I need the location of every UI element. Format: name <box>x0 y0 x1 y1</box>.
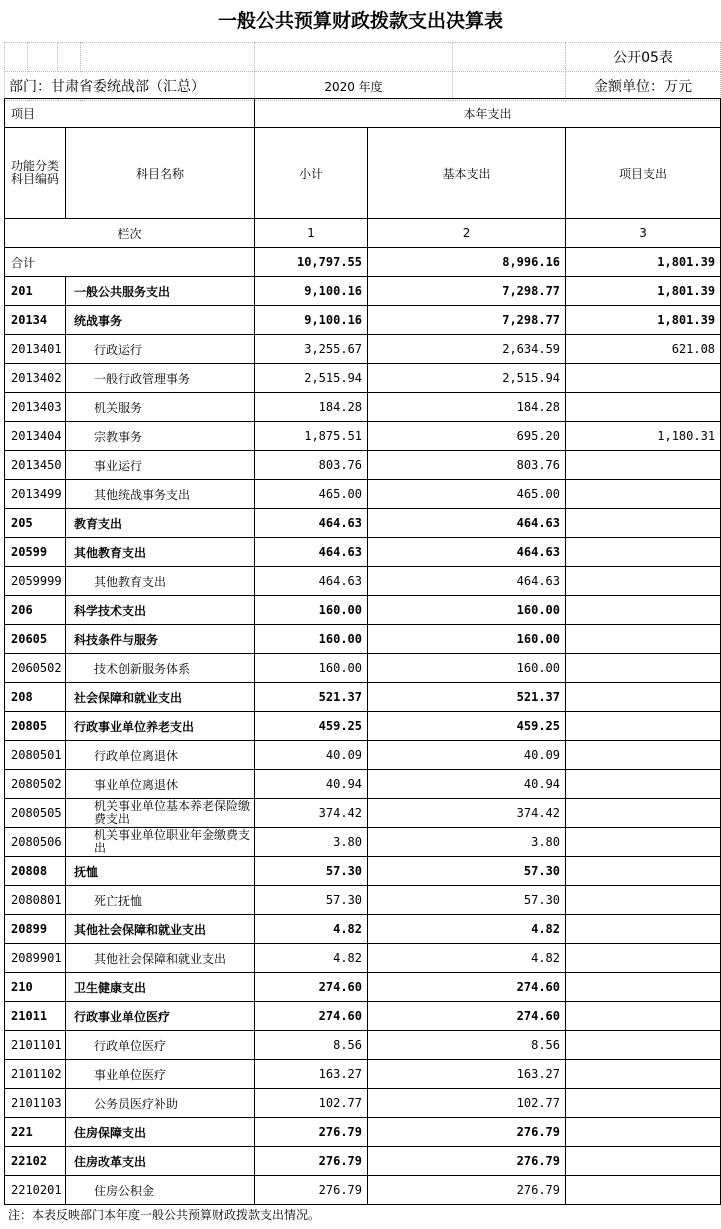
table-row <box>5 1031 721 1060</box>
row-code[interactable]: 2013404 <box>5 422 66 451</box>
row-subtotal[interactable]: 184.28 <box>255 393 368 422</box>
row-subject-name[interactable]: 一般公共服务支出 <box>66 277 255 306</box>
row-project[interactable]: 621.08 <box>566 335 721 364</box>
row-subtotal[interactable]: 276.79 <box>255 1118 368 1147</box>
row-project[interactable] <box>566 625 721 654</box>
row-basic[interactable]: 274.60 <box>368 1002 566 1031</box>
row-subject-name[interactable]: 卫生健康支出 <box>66 973 255 1002</box>
meta-row-2 <box>5 72 721 101</box>
row-subtotal[interactable]: 4.82 <box>255 915 368 944</box>
table-row <box>5 335 721 364</box>
row-project[interactable] <box>566 1176 721 1205</box>
row-basic[interactable]: 40.09 <box>368 741 566 770</box>
row-basic[interactable]: 57.30 <box>368 886 566 915</box>
table-row <box>5 1002 721 1031</box>
row-subject-name[interactable]: 行政单位医疗 <box>66 1031 255 1060</box>
table-id[interactable]: 公开05表 <box>566 43 721 72</box>
row-subject-name[interactable]: 机关事业单位基本养老保险缴费支出 <box>66 799 255 828</box>
table-row <box>5 712 721 741</box>
row-code[interactable]: 205 <box>5 509 66 538</box>
table-row <box>5 944 721 973</box>
row-code[interactable]: 2013450 <box>5 451 66 480</box>
row-subtotal[interactable]: 102.77 <box>255 1089 368 1118</box>
row-subject-name[interactable]: 科技条件与服务 <box>66 625 255 654</box>
table-row <box>5 799 721 828</box>
total-project[interactable]: 1,801.39 <box>566 248 721 277</box>
row-project[interactable] <box>566 712 721 741</box>
row-subject-name[interactable]: 公务员医疗补助 <box>66 1089 255 1118</box>
row-code[interactable]: 20899 <box>5 915 66 944</box>
header-item[interactable]: 项目 <box>5 99 255 128</box>
row-code[interactable]: 2080506 <box>5 828 66 857</box>
row-subject-name[interactable]: 统战事务 <box>66 306 255 335</box>
row-basic[interactable]: 163.27 <box>368 1060 566 1089</box>
row-code[interactable]: 2101102 <box>5 1060 66 1089</box>
header-row-2 <box>5 128 721 219</box>
row-project[interactable] <box>566 1060 721 1089</box>
header-project[interactable]: 项目支出 <box>566 128 721 219</box>
row-code[interactable]: 208 <box>5 683 66 712</box>
header-current-year[interactable]: 本年支出 <box>255 99 721 128</box>
row-project[interactable] <box>566 451 721 480</box>
row-subtotal[interactable]: 8.56 <box>255 1031 368 1060</box>
table-row <box>5 886 721 915</box>
row-basic[interactable]: 695.20 <box>368 422 566 451</box>
row-subject-name[interactable]: 技术创新服务体系 <box>66 654 255 683</box>
table-row <box>5 364 721 393</box>
col-label[interactable]: 栏次 <box>5 219 255 248</box>
table-row <box>5 1118 721 1147</box>
col-index-1[interactable]: 1 <box>255 219 368 248</box>
row-subtotal[interactable]: 803.76 <box>255 451 368 480</box>
row-subject-name[interactable]: 一般行政管理事务 <box>66 364 255 393</box>
table-row <box>5 596 721 625</box>
row-subtotal[interactable]: 374.42 <box>255 799 368 828</box>
table-row <box>5 973 721 1002</box>
total-row <box>5 248 721 277</box>
table-row <box>5 567 721 596</box>
row-subject-name[interactable]: 行政事业单位养老支出 <box>66 712 255 741</box>
row-code[interactable]: 2013403 <box>5 393 66 422</box>
row-subtotal[interactable]: 274.60 <box>255 973 368 1002</box>
row-subtotal[interactable]: 9,100.16 <box>255 277 368 306</box>
row-code[interactable]: 20808 <box>5 857 66 886</box>
table-row <box>5 538 721 567</box>
row-project[interactable] <box>566 886 721 915</box>
row-project[interactable] <box>566 915 721 944</box>
column-index-row <box>5 219 721 248</box>
row-project[interactable] <box>566 654 721 683</box>
row-code[interactable]: 2101103 <box>5 1089 66 1118</box>
row-basic[interactable]: 2,634.59 <box>368 335 566 364</box>
table-row <box>5 422 721 451</box>
row-code[interactable]: 2080801 <box>5 886 66 915</box>
row-project[interactable] <box>566 1147 721 1176</box>
row-code[interactable]: 2080505 <box>5 799 66 828</box>
row-subject-name[interactable]: 其他社会保障和就业支出 <box>66 944 255 973</box>
row-basic[interactable]: 276.79 <box>368 1118 566 1147</box>
header-subject-name[interactable]: 科目名称 <box>66 128 255 219</box>
row-project[interactable] <box>566 1002 721 1031</box>
row-subtotal[interactable]: 163.27 <box>255 1060 368 1089</box>
table-row <box>5 1176 721 1205</box>
row-subject-name[interactable]: 住房公积金 <box>66 1176 255 1205</box>
row-basic[interactable]: 2,515.94 <box>368 364 566 393</box>
row-basic[interactable]: 7,298.77 <box>368 277 566 306</box>
row-project[interactable] <box>566 364 721 393</box>
row-code[interactable]: 206 <box>5 596 66 625</box>
row-subject-name[interactable]: 死亡抚恤 <box>66 886 255 915</box>
row-subtotal[interactable]: 464.63 <box>255 538 368 567</box>
row-basic[interactable]: 465.00 <box>368 480 566 509</box>
row-subject-name[interactable]: 其他社会保障和就业支出 <box>66 915 255 944</box>
row-subtotal[interactable]: 276.79 <box>255 1176 368 1205</box>
row-code[interactable]: 2089901 <box>5 944 66 973</box>
table-row <box>5 306 721 335</box>
table-row <box>5 828 721 857</box>
total-label[interactable]: 合计 <box>5 248 255 277</box>
row-subtotal[interactable]: 276.79 <box>255 1147 368 1176</box>
row-basic[interactable]: 160.00 <box>368 625 566 654</box>
row-subject-name[interactable]: 抚恤 <box>66 857 255 886</box>
row-subject-name[interactable]: 其他教育支出 <box>66 567 255 596</box>
row-project[interactable] <box>566 480 721 509</box>
row-basic[interactable]: 8.56 <box>368 1031 566 1060</box>
row-project[interactable] <box>566 567 721 596</box>
header-row-1 <box>5 99 721 128</box>
row-subject-name[interactable]: 社会保障和就业支出 <box>66 683 255 712</box>
row-project[interactable] <box>566 944 721 973</box>
table-row <box>5 277 721 306</box>
row-project[interactable] <box>566 509 721 538</box>
department-label[interactable]: 部门：甘肃省委统战部（汇总） <box>5 72 255 101</box>
row-project[interactable] <box>566 1089 721 1118</box>
row-subtotal[interactable]: 3.80 <box>255 828 368 857</box>
table-row <box>5 625 721 654</box>
footnote: 注：本表反映部门本年度一般公共预算财政拨款支出情况。 <box>8 1208 321 1222</box>
row-basic[interactable]: 4.82 <box>368 944 566 973</box>
fiscal-year[interactable]: 2020 年度 <box>255 72 453 101</box>
row-project[interactable] <box>566 799 721 828</box>
row-subtotal[interactable]: 274.60 <box>255 1002 368 1031</box>
row-subject-name[interactable]: 其他教育支出 <box>66 538 255 567</box>
table-row <box>5 857 721 886</box>
row-code[interactable]: 2013401 <box>5 335 66 364</box>
row-code[interactable]: 2101101 <box>5 1031 66 1060</box>
row-code[interactable]: 2080502 <box>5 770 66 799</box>
row-basic[interactable]: 184.28 <box>368 393 566 422</box>
meta-table <box>4 42 721 101</box>
table-row <box>5 393 721 422</box>
row-code[interactable]: 210 <box>5 973 66 1002</box>
row-subject-name[interactable]: 行政单位离退休 <box>66 741 255 770</box>
total-subtotal[interactable]: 10,797.55 <box>255 248 368 277</box>
row-subtotal[interactable]: 2,515.94 <box>255 364 368 393</box>
row-subtotal[interactable]: 160.00 <box>255 654 368 683</box>
row-project[interactable]: 1,801.39 <box>566 306 721 335</box>
row-project[interactable] <box>566 538 721 567</box>
row-basic[interactable]: 102.77 <box>368 1089 566 1118</box>
row-subtotal[interactable]: 465.00 <box>255 480 368 509</box>
row-code[interactable]: 20599 <box>5 538 66 567</box>
row-basic[interactable]: 40.94 <box>368 770 566 799</box>
total-basic[interactable]: 8,996.16 <box>368 248 566 277</box>
row-subject-name[interactable]: 行政事业单位医疗 <box>66 1002 255 1031</box>
row-code[interactable]: 2080501 <box>5 741 66 770</box>
table-row <box>5 1089 721 1118</box>
row-subtotal[interactable]: 521.37 <box>255 683 368 712</box>
table-row <box>5 509 721 538</box>
row-code[interactable]: 201 <box>5 277 66 306</box>
row-code[interactable]: 2013499 <box>5 480 66 509</box>
row-project[interactable] <box>566 973 721 1002</box>
row-subject-name[interactable]: 住房保障支出 <box>66 1118 255 1147</box>
row-subject-name[interactable]: 事业单位离退休 <box>66 770 255 799</box>
row-subtotal[interactable]: 160.00 <box>255 596 368 625</box>
row-basic[interactable]: 4.82 <box>368 915 566 944</box>
row-basic[interactable]: 464.63 <box>368 538 566 567</box>
row-code[interactable]: 221 <box>5 1118 66 1147</box>
row-code[interactable]: 2060502 <box>5 654 66 683</box>
header-subtotal[interactable]: 小计 <box>255 128 368 219</box>
row-subtotal[interactable]: 160.00 <box>255 625 368 654</box>
row-code[interactable]: 2013402 <box>5 364 66 393</box>
row-code[interactable]: 21011 <box>5 1002 66 1031</box>
col-index-2[interactable]: 2 <box>368 219 566 248</box>
row-code[interactable]: 2059999 <box>5 567 66 596</box>
table-row <box>5 451 721 480</box>
row-subtotal[interactable]: 40.94 <box>255 770 368 799</box>
row-basic[interactable]: 160.00 <box>368 596 566 625</box>
row-project[interactable] <box>566 770 721 799</box>
row-basic[interactable]: 160.00 <box>368 654 566 683</box>
expenditure-table <box>4 98 721 1205</box>
row-basic[interactable]: 276.79 <box>368 1147 566 1176</box>
row-subject-name[interactable]: 事业运行 <box>66 451 255 480</box>
row-code[interactable]: 20805 <box>5 712 66 741</box>
row-subject-name[interactable]: 机关事业单位职业年金缴费支出 <box>66 828 255 857</box>
row-basic[interactable]: 57.30 <box>368 857 566 886</box>
col-index-3[interactable]: 3 <box>566 219 721 248</box>
row-basic[interactable]: 803.76 <box>368 451 566 480</box>
table-row <box>5 770 721 799</box>
row-subtotal[interactable]: 3,255.67 <box>255 335 368 364</box>
row-project[interactable]: 1,801.39 <box>566 277 721 306</box>
row-basic[interactable]: 374.42 <box>368 799 566 828</box>
row-subtotal[interactable]: 40.09 <box>255 741 368 770</box>
row-basic[interactable]: 3.80 <box>368 828 566 857</box>
unit-label[interactable]: 金额单位：万元 <box>566 72 721 101</box>
row-subject-name[interactable]: 科学技术支出 <box>66 596 255 625</box>
row-project[interactable]: 1,180.31 <box>566 422 721 451</box>
row-subtotal[interactable]: 1,875.51 <box>255 422 368 451</box>
row-subtotal[interactable]: 57.30 <box>255 857 368 886</box>
row-subtotal[interactable]: 9,100.16 <box>255 306 368 335</box>
row-project[interactable] <box>566 857 721 886</box>
table-row <box>5 915 721 944</box>
row-subject-name[interactable]: 事业单位医疗 <box>66 1060 255 1089</box>
row-subtotal[interactable]: 459.25 <box>255 712 368 741</box>
row-project[interactable] <box>566 828 721 857</box>
table-row <box>5 1147 721 1176</box>
row-subject-name[interactable]: 行政运行 <box>66 335 255 364</box>
header-basic[interactable]: 基本支出 <box>368 128 566 219</box>
row-basic[interactable]: 459.25 <box>368 712 566 741</box>
row-subject-name[interactable]: 住房改革支出 <box>66 1147 255 1176</box>
page-title: 一般公共预算财政拨款支出决算表 <box>217 10 503 32</box>
row-subject-name[interactable]: 教育支出 <box>66 509 255 538</box>
row-basic[interactable]: 464.63 <box>368 509 566 538</box>
table-row <box>5 1060 721 1089</box>
row-subject-name[interactable]: 宗教事务 <box>66 422 255 451</box>
row-basic[interactable]: 274.60 <box>368 973 566 1002</box>
row-project[interactable] <box>566 683 721 712</box>
row-basic[interactable]: 276.79 <box>368 1176 566 1205</box>
table-row <box>5 741 721 770</box>
meta-row-1 <box>5 43 721 72</box>
row-project[interactable] <box>566 1031 721 1060</box>
row-code[interactable]: 20134 <box>5 306 66 335</box>
header-func-code[interactable]: 功能分类科目编码 <box>5 128 66 219</box>
row-subtotal[interactable]: 464.63 <box>255 509 368 538</box>
row-subtotal[interactable]: 57.30 <box>255 886 368 915</box>
row-subject-name[interactable]: 机关服务 <box>66 393 255 422</box>
row-code[interactable]: 22102 <box>5 1147 66 1176</box>
table-row <box>5 683 721 712</box>
table-row <box>5 654 721 683</box>
row-code[interactable]: 2210201 <box>5 1176 66 1205</box>
row-subtotal[interactable]: 464.63 <box>255 567 368 596</box>
row-basic[interactable]: 7,298.77 <box>368 306 566 335</box>
row-project[interactable] <box>566 596 721 625</box>
row-project[interactable] <box>566 393 721 422</box>
row-basic[interactable]: 464.63 <box>368 567 566 596</box>
row-project[interactable] <box>566 1118 721 1147</box>
row-project[interactable] <box>566 741 721 770</box>
row-subtotal[interactable]: 4.82 <box>255 944 368 973</box>
row-code[interactable]: 20605 <box>5 625 66 654</box>
row-basic[interactable]: 521.37 <box>368 683 566 712</box>
row-subject-name[interactable]: 其他统战事务支出 <box>66 480 255 509</box>
table-row <box>5 480 721 509</box>
